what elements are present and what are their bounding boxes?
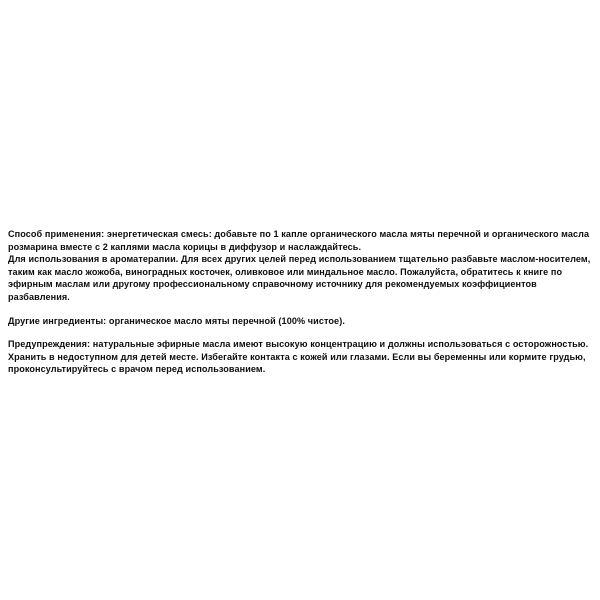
label-text-block — [8, 228, 592, 376]
directions-paragraph: Способ применения: энергетическая смесь: добавьте по 1 капле органического масла мяты перечной и органического масла розмарина вместе с 2 каплями масла корицы в диффузор и наслаждайтесь. — [8, 229, 590, 252]
aromatherapy-paragraph: Для использования в ароматерапии. Для всех других целей перед использованием тщательно разбавьте маслом-носителем, таким как масло жожоба, виноградных косточек, оливковое или миндальное масло. Пожалуйста, обратитесь к книге по эфирным маслам или другому профессиональному справочному источнику для рекомендуемых коэффициентов разбавления. — [8, 254, 591, 302]
other-ingredients-paragraph: Другие ингредиенты: органическое масло мяты перечной (100% чистое). — [8, 315, 345, 326]
warnings-paragraph: Предупреждения: натуральные эфирные масла имеют высокую концентрацию и должны использоваться с осторожностью. Хранить в недоступном для детей месте. Избегайте контакта с кожей или глазами. Если вы беременны или кормите грудью, проконсультируйтесь с врачом перед использованием. — [8, 339, 589, 375]
